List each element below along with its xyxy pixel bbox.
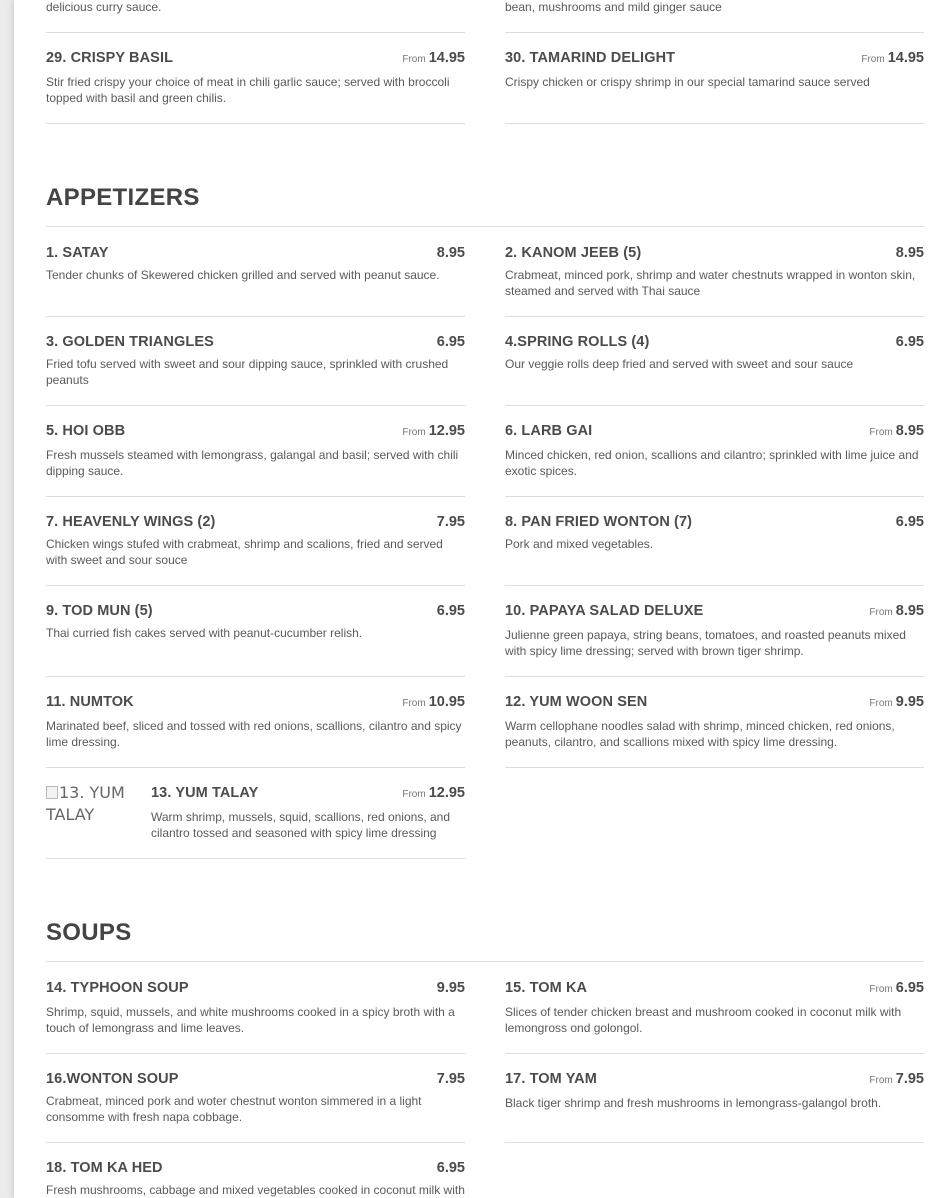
menu-item-larb-gai[interactable] <box>505 423 924 479</box>
divider <box>505 767 924 768</box>
item-name: 8. PAN FRIED WONTON (7) <box>505 514 693 530</box>
menu-item-yum-woon-sen[interactable] <box>505 694 924 750</box>
item-name: 2. KANOM JEEB (5) <box>505 245 642 261</box>
item-name: 17. TOM YAM <box>505 1071 597 1087</box>
divider <box>46 123 465 124</box>
divider <box>505 1142 924 1143</box>
section-divider <box>46 961 924 962</box>
price-from-label: From <box>402 427 426 438</box>
item-description: Slices of tender chicken breast and mushroom cooked in coconut milk with lemongross ond golongol. <box>505 1005 902 1035</box>
item-name: 13. YUM TALAY <box>151 785 259 801</box>
menu-item-golden-triangles[interactable] <box>46 334 465 388</box>
item-price: From 9.95 <box>869 694 924 710</box>
item-name: 4.SPRING ROLLS (4) <box>505 334 650 350</box>
item-name: 11. NUMTOK <box>46 694 134 710</box>
item-price: From 12.95 <box>402 423 465 439</box>
divider <box>46 405 465 406</box>
menu-item-numtok[interactable] <box>46 694 465 750</box>
divider <box>505 123 924 124</box>
broken-image-icon <box>46 786 58 799</box>
item-price: From 6.95 <box>869 980 924 996</box>
item-description: Crispy chicken or crispy shrimp in our special tamarind sauce served <box>505 75 870 89</box>
price-from-label: From <box>861 54 885 65</box>
item-description: Minced chicken, red onion, scallions and cilantro; sprinkled with lime juice and exotic spices. <box>505 448 919 478</box>
divider <box>46 1142 465 1143</box>
menu-item-partial-right <box>505 0 924 15</box>
menu-item-papaya-salad-deluxe[interactable] <box>505 603 924 659</box>
item-description: Julienne green papaya, string beans, tomatoes, and roasted peanuts mixed with spicy lime dressing; served with brown tiger shrimp. <box>505 628 906 658</box>
divider <box>46 316 465 317</box>
item-description: Fresh mussels steamed with lemongrass, galangal and basil; served with chili dipping sauce. <box>46 448 459 478</box>
item-description: Crabmeat, minced pork and woter chestnut wonton simmered in a light consomme with fresh napa cobbage. <box>46 1094 422 1124</box>
price-from-label: From <box>402 698 426 709</box>
item-description: Tender chunks of Skewered chicken grilled and served with peanut sauce. <box>46 268 440 282</box>
price-from-label: From <box>869 984 893 995</box>
menu-item-heavenly-wings[interactable] <box>46 514 465 568</box>
divider <box>46 767 465 768</box>
item-name: 9. TOD MUN (5) <box>46 603 153 619</box>
item-price: 9.95 <box>436 980 465 996</box>
price-from-label: From <box>402 54 426 65</box>
menu-item-tamarind-delight[interactable] <box>505 50 924 90</box>
divider <box>505 405 924 406</box>
item-description: Fried tofu served with sweet and sour dipping sauce, sprinkled with crushed peanuts <box>46 357 449 387</box>
item-price: From 8.95 <box>869 423 924 439</box>
item-name: 5. HOI OBB <box>46 423 126 439</box>
divider <box>46 1053 465 1054</box>
section-title-soups: SOUPS <box>46 919 132 946</box>
item-name: 30. TAMARIND DELIGHT <box>505 50 676 66</box>
item-description: delicious curry sauce. <box>46 0 162 14</box>
item-name: 12. YUM WOON SEN <box>505 694 648 710</box>
divider <box>505 585 924 586</box>
item-price: 6.95 <box>436 603 465 619</box>
divider <box>46 585 465 586</box>
item-price: From 12.95 <box>402 785 465 801</box>
menu-item-spring-rolls[interactable] <box>505 334 924 372</box>
menu-item-tom-ka-hed[interactable] <box>46 1160 465 1198</box>
item-price: From 14.95 <box>861 50 924 66</box>
divider <box>505 676 924 677</box>
menu-item-tod-mun[interactable] <box>46 603 465 641</box>
item-price: 7.95 <box>436 1071 465 1087</box>
item-price: 8.95 <box>895 245 924 261</box>
menu-item-pan-fried-wonton[interactable] <box>505 514 924 552</box>
item-description: bean, mushrooms and mild ginger sauce <box>505 0 722 14</box>
item-description: Stir fried crispy your choice of meat in chili garlic sauce; served with broccoli topped with basil and green chilis. <box>46 75 450 105</box>
item-name: 29. CRISPY BASIL <box>46 50 174 66</box>
price-from-label: From <box>402 789 426 800</box>
item-description: Shrimp, squid, mussels, and white mushrooms cooked in a spicy broth with a touch of lemongrass and lime leaves. <box>46 1005 455 1035</box>
item-price: 6.95 <box>895 514 924 530</box>
section-divider <box>46 226 924 227</box>
item-price: From 8.95 <box>869 603 924 619</box>
item-description: Marinated beef, sliced and tossed with red onions, scallions, cilantro and spicy lime dressing. <box>46 719 462 749</box>
item-price: 6.95 <box>436 334 465 350</box>
menu-item-tom-yam[interactable] <box>505 1071 924 1111</box>
item-description: Crabmeat, minced pork, shrimp and water chestnuts wrapped in wonton skin, steamed and served with Thai sauce <box>505 268 916 298</box>
item-price: 7.95 <box>436 514 465 530</box>
menu-item-partial-left <box>46 0 465 15</box>
menu-item-wonton-soup[interactable] <box>46 1071 465 1125</box>
item-description: Our veggie rolls deep fried and served with sweet and sour sauce <box>505 357 854 371</box>
price-from-label: From <box>869 607 893 618</box>
item-name: 3. GOLDEN TRIANGLES <box>46 334 214 350</box>
price-from-label: From <box>869 1075 893 1086</box>
price-from-label: From <box>869 698 893 709</box>
divider <box>46 858 465 859</box>
item-price: 6.95 <box>436 1160 465 1176</box>
item-name: 6. LARB GAI <box>505 423 593 439</box>
section-title-appetizers: APPETIZERS <box>46 184 200 211</box>
item-name: 18. TOM KA HED <box>46 1160 163 1176</box>
item-price: From 14.95 <box>402 50 465 66</box>
item-name: 16.WONTON SOUP <box>46 1071 179 1087</box>
item-name: 14. TYPHOON SOUP <box>46 980 189 996</box>
item-name: 1. SATAY <box>46 245 109 261</box>
divider <box>46 496 465 497</box>
menu-item-kanom-jeeb[interactable] <box>505 245 924 299</box>
divider <box>46 32 465 33</box>
item-price: 8.95 <box>436 245 465 261</box>
item-name: 15. TOM KA <box>505 980 588 996</box>
menu-item-tom-ka[interactable] <box>505 980 924 1036</box>
item-price: 6.95 <box>895 334 924 350</box>
item-description: Pork and mixed vegetables. <box>505 537 654 551</box>
item-description: Fresh mushrooms, cabbage and mixed vegetables cooked in coconut milk with <box>46 1183 465 1197</box>
menu-item-crispy-basil[interactable] <box>46 50 465 106</box>
item-name: 10. PAPAYA SALAD DELUXE <box>505 603 704 619</box>
menu-item-yum-talay[interactable] <box>151 785 465 841</box>
item-description: Chicken wings stufed with crabmeat, shrimp and scalions, fried and served with sweet and sour souce <box>46 537 443 567</box>
item-price: From 10.95 <box>402 694 465 710</box>
item-price: From 7.95 <box>869 1071 924 1087</box>
divider <box>505 496 924 497</box>
item-image-broken: 13. YUM TALAY <box>46 783 125 824</box>
price-from-label: From <box>869 427 893 438</box>
menu-item-satay[interactable] <box>46 245 465 283</box>
divider <box>505 1053 924 1054</box>
menu-item-hoi-obb[interactable] <box>46 423 465 479</box>
item-name: 7. HEAVENLY WINGS (2) <box>46 514 216 530</box>
menu-item-typhoon-soup[interactable] <box>46 980 465 1036</box>
divider <box>505 316 924 317</box>
item-description: Thai curried fish cakes served with peanut-cucumber relish. <box>46 626 363 640</box>
item-description: Warm shrimp, mussels, squid, scallions, red onions, and cilantro tossed and seasoned with spicy lime dressing <box>151 810 451 840</box>
divider <box>46 676 465 677</box>
item-description: Black tiger shrimp and fresh mushrooms in lemongrass-galangol broth. <box>505 1096 882 1110</box>
item-description: Warm cellophane noodles salad with shrimp, minced chicken, red onions, peanuts, cilantro, and scallions mixed with spicy lime dressing. <box>505 719 895 749</box>
divider <box>505 32 924 33</box>
